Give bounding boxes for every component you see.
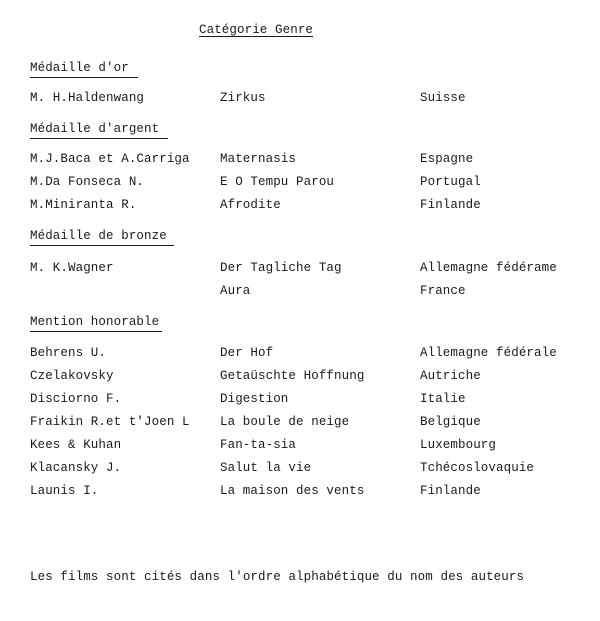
country-cell: France xyxy=(420,284,466,298)
film-cell: La boule de neige xyxy=(220,415,350,429)
country-cell: Italie xyxy=(420,392,466,406)
section-heading-text: Mention honorable xyxy=(30,315,160,329)
film-cell: Fan-ta-sia xyxy=(220,438,297,452)
author-cell: M.Da Fonseca N. xyxy=(30,175,145,189)
table-row xyxy=(0,91,600,109)
country-cell: Autriche xyxy=(420,369,481,383)
country-cell: Allemagne fédérame xyxy=(420,261,557,275)
film-cell: Salut la vie xyxy=(220,461,312,475)
heading-underline xyxy=(30,77,138,78)
author-cell: M.Miniranta R. xyxy=(30,198,137,212)
section-heading-honorable xyxy=(30,315,159,329)
author-cell: Klacansky J. xyxy=(30,461,122,475)
table-row xyxy=(0,175,600,193)
table-row xyxy=(0,346,600,364)
film-cell: La maison des vents xyxy=(220,484,365,498)
author-cell: Behrens U. xyxy=(30,346,107,360)
table-row xyxy=(0,461,600,479)
country-cell: Tchécoslovaquie xyxy=(420,461,535,475)
country-cell: Portugal xyxy=(420,175,481,189)
heading-underline xyxy=(30,138,168,139)
author-cell: Launis I. xyxy=(30,484,99,498)
film-cell: Der Tagliche Tag xyxy=(220,261,342,275)
film-cell: Der Hof xyxy=(220,346,274,360)
film-cell: E O Tempu Parou xyxy=(220,175,335,189)
section-heading-bronze xyxy=(30,229,167,243)
author-cell: Disciorno F. xyxy=(30,392,122,406)
author-cell: Czelakovsky xyxy=(30,369,114,383)
page-title: Catégorie Genre xyxy=(199,23,314,37)
table-row xyxy=(0,392,600,410)
table-row xyxy=(0,484,600,502)
footnote: Les films sont cités dans l'ordre alphabétique du nom des auteurs xyxy=(30,570,525,584)
country-cell: Luxembourg xyxy=(420,438,497,452)
country-cell: Finlande xyxy=(420,484,481,498)
section-heading-text: Médaille d'argent xyxy=(30,122,160,136)
author-cell: M.J.Baca et A.Carriga xyxy=(30,152,190,166)
table-row xyxy=(0,152,600,170)
section-heading-text: Médaille de bronze xyxy=(30,229,167,243)
film-cell: Zirkus xyxy=(220,91,266,105)
country-cell: Espagne xyxy=(420,152,474,166)
author-cell: M. K.Wagner xyxy=(30,261,114,275)
section-heading-silver xyxy=(30,122,159,136)
section-heading-text: Médaille d'or xyxy=(30,61,129,75)
table-row xyxy=(0,369,600,387)
section-heading-gold xyxy=(30,61,129,75)
heading-underline xyxy=(30,331,162,332)
film-cell: Digestion xyxy=(220,392,289,406)
country-cell: Finlande xyxy=(420,198,481,212)
heading-underline xyxy=(30,245,174,246)
film-cell: Afrodite xyxy=(220,198,281,212)
country-cell: Suisse xyxy=(420,91,466,105)
film-cell: Aura xyxy=(220,284,251,298)
author-cell: Kees & Kuhan xyxy=(30,438,122,452)
table-row xyxy=(0,284,600,302)
table-row xyxy=(0,198,600,216)
table-row xyxy=(0,415,600,433)
country-cell: Allemagne fédérale xyxy=(420,346,557,360)
film-cell: Maternasis xyxy=(220,152,297,166)
table-row xyxy=(0,438,600,456)
author-cell: Fraikin R.et t'Joen L xyxy=(30,415,190,429)
country-cell: Belgique xyxy=(420,415,481,429)
author-cell: M. H.Haldenwang xyxy=(30,91,145,105)
table-row xyxy=(0,261,600,279)
film-cell: Getaüschte Hoffnung xyxy=(220,369,365,383)
